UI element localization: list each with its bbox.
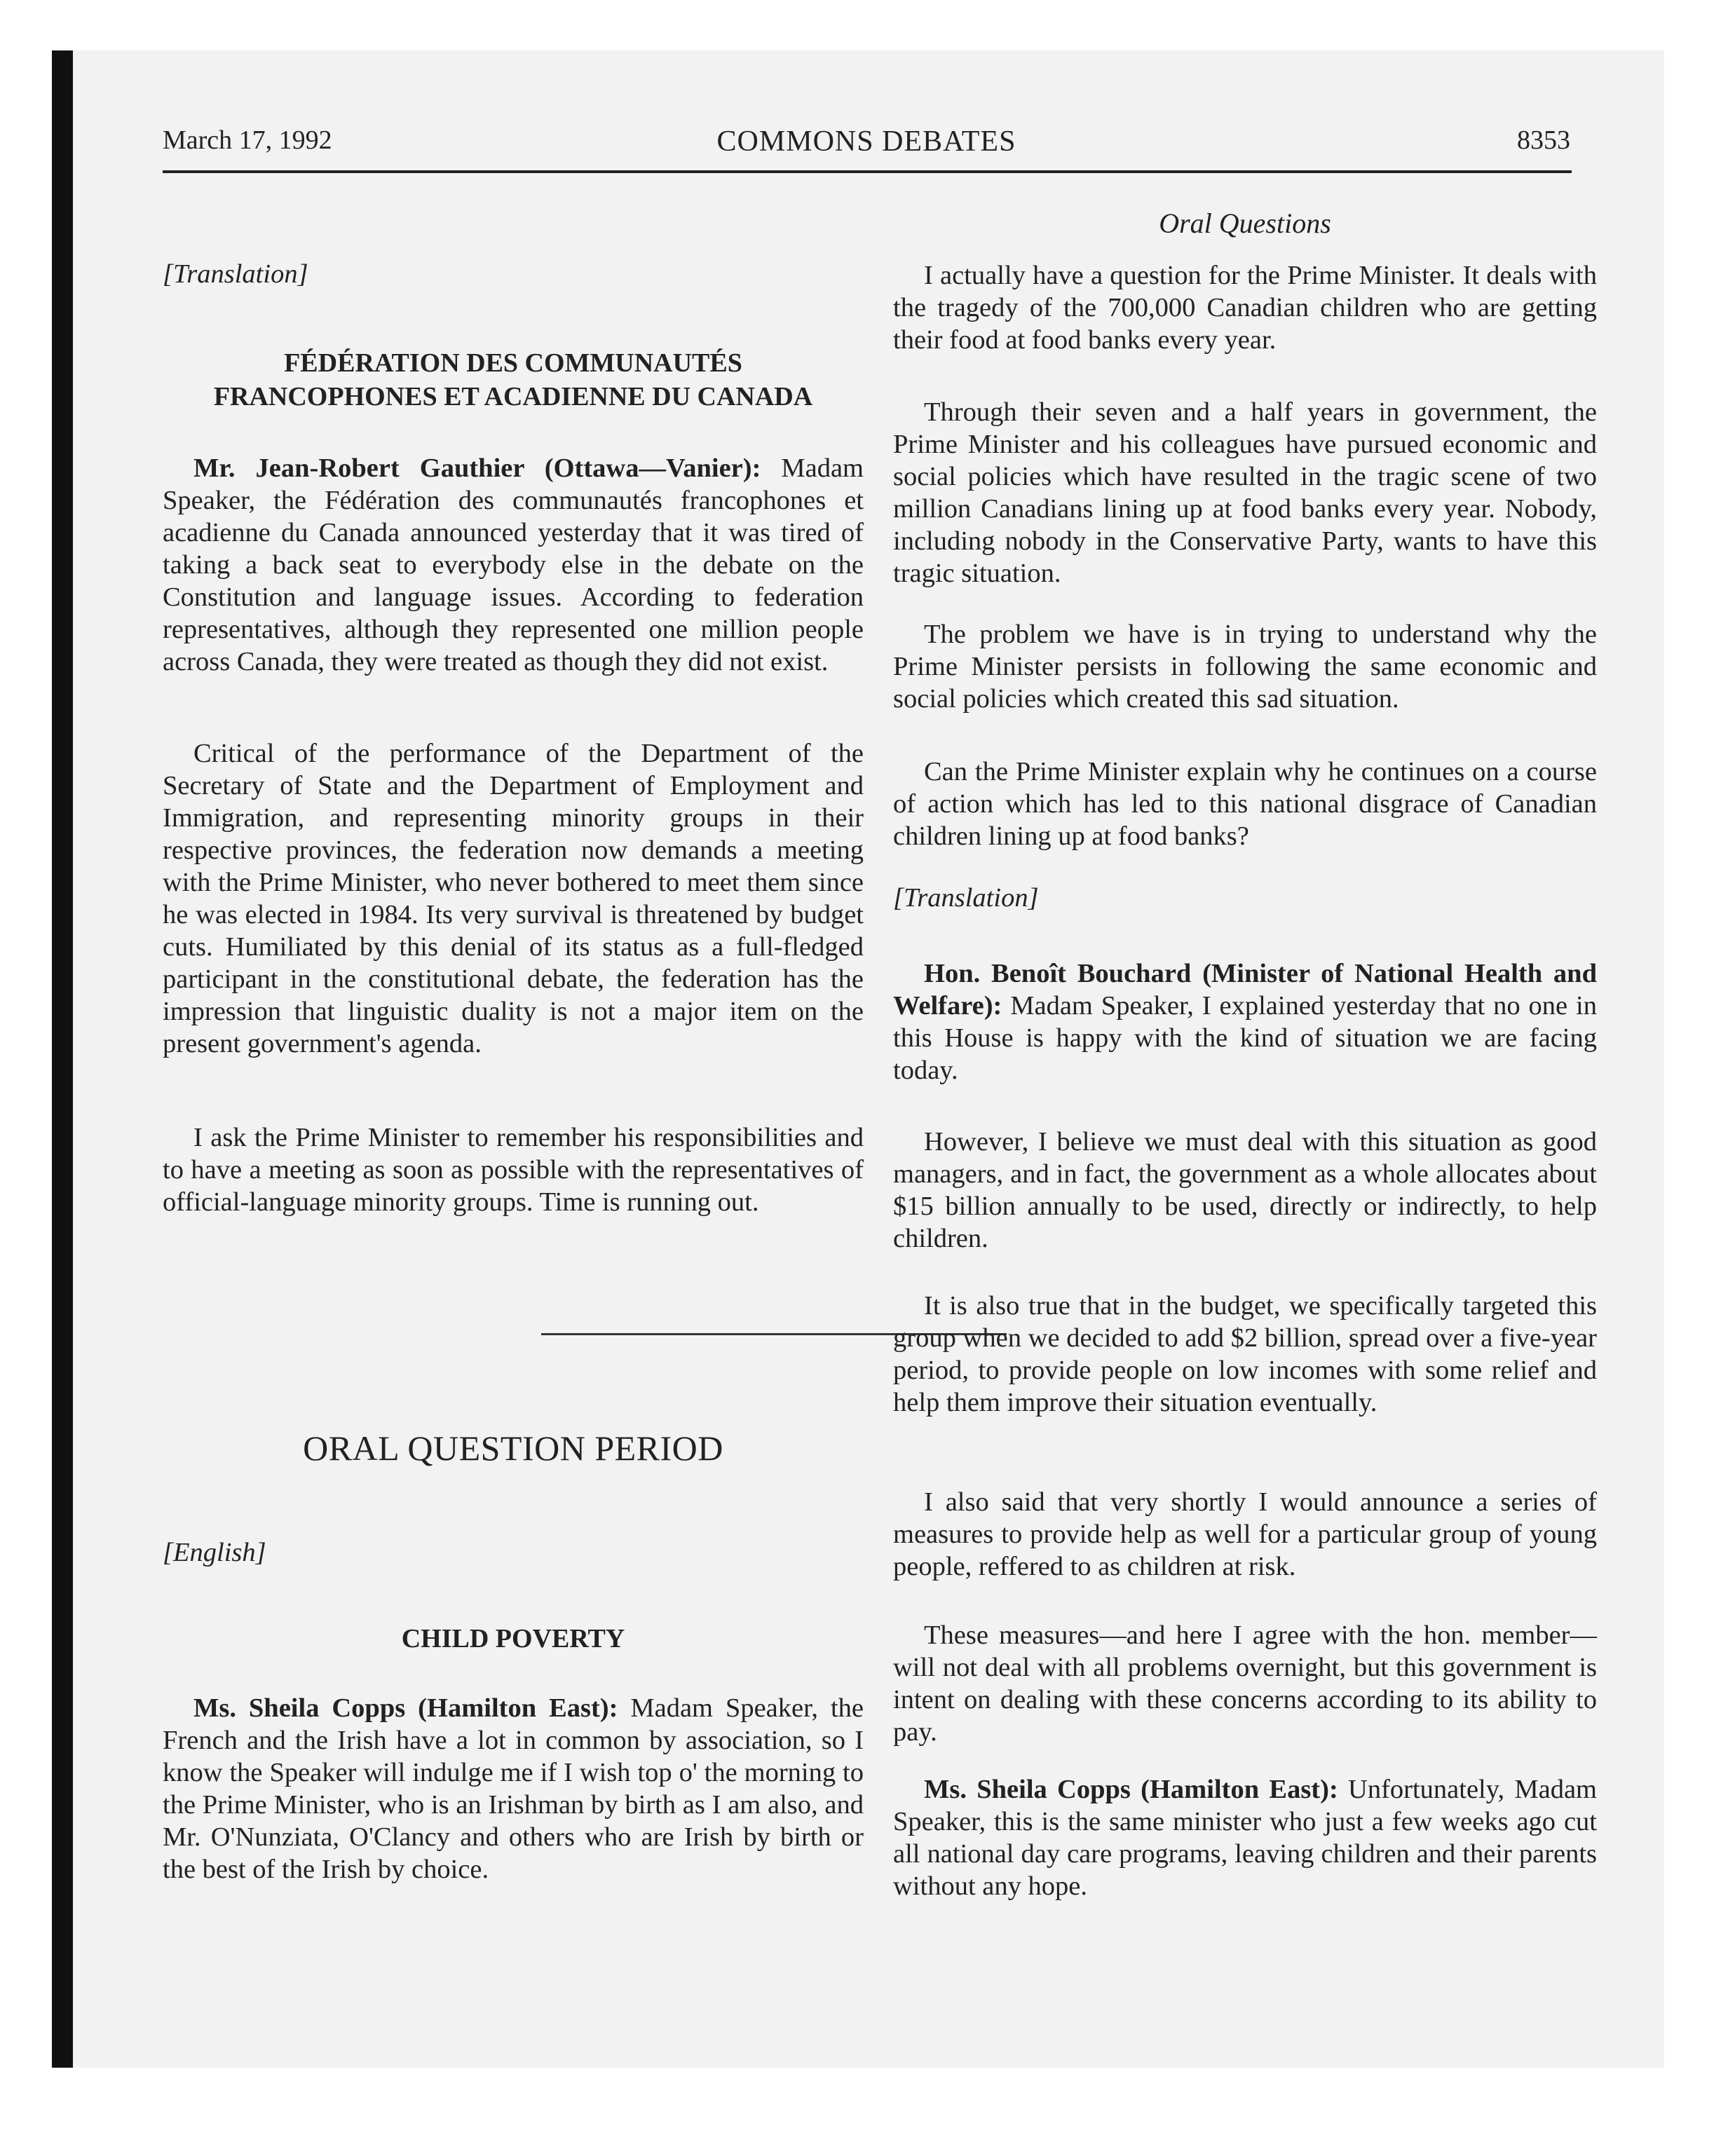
paragraph-text: Madam Speaker, I explained yesterday that no one in this House is happy with the kind of situation we are facing today. bbox=[893, 991, 1597, 1085]
section-heading-oral-question-period: ORAL QUESTION PERIOD bbox=[303, 1428, 723, 1468]
paragraph-text: Madam Speaker, the French and the Irish have a lot in common by association, so I know the Speaker will indulge me if I wish top o' the morning to the Prime Minister, who is an Irishman by birth as I am also, and Mr. O'Nunziata, O'Clancy and others who are Irish by birth or the best of the Irish by choice. bbox=[163, 1693, 864, 1884]
paragraph: These measures—and here I agree with the hon. member—will not deal with all problems overnight, but this government is intent on dealing with these concerns according to its ability to pay. bbox=[893, 1621, 1597, 1747]
paragraph: Critical of the performance of the Department of the Secretary of State and the Department of Employment and Immigration, and representing minority groups in their respective provinces, the federation now demands a meeting with the Prime Minister, who never bothered to meet them since he was elected in 1984. Its very survival is threatened by budget cuts. Humiliated by this denial of its status as a full-fledged participant in the constitutional debate, the federation has the impression that linguistic duality is not a major item on the present government's agenda. bbox=[163, 739, 864, 1058]
header-publication-title: COMMONS DEBATES bbox=[716, 125, 1016, 158]
paragraph: It is also true that in the budget, we specifically targeted this group when we decided to add $2 billion, spread over a five-year period, to provide people on low incomes with some relief and help them improve their situation eventually. bbox=[893, 1291, 1597, 1417]
running-head: Oral Questions bbox=[1159, 207, 1331, 239]
subheading-child-poverty: CHILD POVERTY bbox=[401, 1624, 625, 1653]
section-heading-federation bbox=[163, 346, 864, 414]
speaker-name: Ms. Sheila Copps (Hamilton East): bbox=[924, 1775, 1338, 1804]
paragraph: Can the Prime Minister explain why he continues on a course of action which has led to this national disgrace of Canadian children lining up at food banks? bbox=[893, 757, 1597, 851]
header-date: March 17, 1992 bbox=[163, 125, 332, 155]
header-rule bbox=[163, 170, 1572, 173]
translation-tag: [Translation] bbox=[893, 883, 1039, 913]
paragraph: I ask the Prime Minister to remember his responsibilities and to have a meeting as soon as possible with the representatives of official-language minority groups. Time is running out. bbox=[163, 1123, 864, 1217]
paragraph: However, I believe we must deal with this situation as good managers, and in fact, the government as a whole allocates about $15 billion annually to be used, directly or indirectly, to help children. bbox=[893, 1127, 1597, 1253]
translation-tag: [Translation] bbox=[163, 259, 308, 289]
paragraph-text: Unfortunately, Madam Speaker, this is the same minister who just a few weeks ago cut all national day care programs, leaving children and their parents without any hope. bbox=[893, 1775, 1597, 1901]
paragraph bbox=[163, 1692, 864, 1885]
english-tag: [English] bbox=[163, 1538, 266, 1567]
heading-line: FÉDÉRATION DES COMMUNAUTÉS bbox=[284, 348, 742, 378]
paragraph bbox=[893, 1773, 1597, 1902]
heading-line: FRANCOPHONES ET ACADIENNE DU CANADA bbox=[213, 382, 813, 411]
paragraph bbox=[163, 452, 864, 678]
paragraph: Through their seven and a half years in government, the Prime Minister and his colleagues have pursued economic and social policies which have resulted in the tragic scene of two million Canadians lining up at food banks every year. Nobody, including nobody in the Conservative Party, wants to have this tragic situation. bbox=[893, 397, 1597, 588]
header-page-number: 8353 bbox=[1517, 125, 1570, 155]
page-header bbox=[163, 125, 1570, 174]
paragraph: I actually have a question for the Prime Minister. It deals with the tragedy of the 700,000 Canadian children who are getting their food at food banks every year. bbox=[893, 261, 1597, 355]
scan-binding-edge bbox=[52, 50, 73, 2068]
speaker-name: Hon. Benoît Bouchard (Minister of National Health and Welfare): bbox=[893, 959, 1597, 1021]
paragraph: I also said that very shortly I would announce a series of measures to provide help as well for a particular group of young people, reffered to as children at risk. bbox=[893, 1487, 1597, 1581]
paragraph: The problem we have is in trying to understand why the Prime Minister persists in following the same economic and social policies which created this sad situation. bbox=[893, 620, 1597, 714]
speaker-name: Mr. Jean-Robert Gauthier (Ottawa—Vanier): bbox=[193, 453, 761, 483]
paragraph bbox=[893, 957, 1597, 1086]
paragraph-text: Madam Speaker, the Fédération des communautés francophones et acadienne du Canada announced yesterday that it was tired of taking a back seat to everybody else in the debate on the Constitution and language issues. According to federation representatives, although they represented one million people across Canada, they were treated as though they did not exist. bbox=[163, 453, 864, 676]
speaker-name: Ms. Sheila Copps (Hamilton East): bbox=[193, 1693, 618, 1723]
